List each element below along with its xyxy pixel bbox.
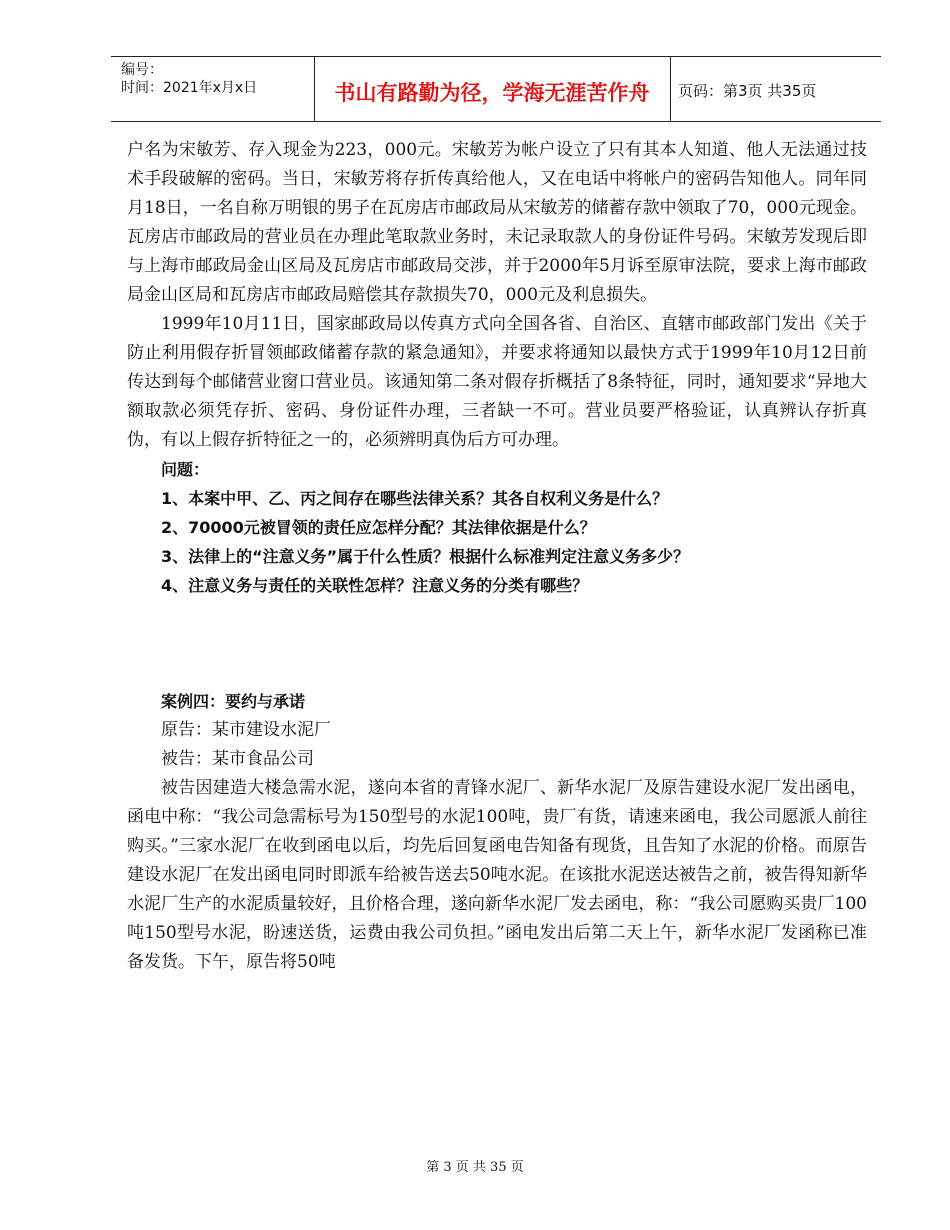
section-spacer <box>127 600 867 687</box>
header-motto-cell <box>314 57 671 121</box>
document-header <box>111 56 881 122</box>
body-paragraph-1: 户名为宋敏芳、存入现金为223，000元。宋敏芳为帐户设立了只有其本人知道、他人无法通过技术手段破解的密码。当日，宋敏芳将存折传真给他人，又在电话中将帐户的密码告知他人。同年同月18日，一名自称万明银的男子在瓦房店市邮政局从宋敏芳的储蓄存款中领取了70，000元现金。瓦房店市邮政局的营业员在办理此笔取款业务时，未记录取款人的身份证件号码。宋敏芳发现后即与上海市邮政局金山区局及瓦房店市邮政局交涉，并于2000年5月诉至原审法院，要求上海市邮政局金山区局和瓦房店市邮政局赔偿其存款损失70，000元及利息损失。 <box>127 140 867 305</box>
page-footer: 第 3 页 共 35 页 <box>426 1160 524 1175</box>
question-item-1: 1、本案中甲、乙、丙之间存在哪些法律关系？其各自权利义务是什么？ <box>161 489 669 508</box>
questions-label: 问题： <box>161 460 210 479</box>
plaintiff-line: 原告：某市建设水泥厂 <box>161 720 331 740</box>
question-item-4: 4、注意义务与责任的关联性怎样？注意义务的分类有哪些？ <box>161 576 589 595</box>
document-number-label: 编号： <box>121 62 163 78</box>
body-paragraph-2: 1999年10月11日，国家邮政局以传真方式向全国各省、自治区、直辖市邮政部门发出《关于防止利用假存折冒领邮政储蓄存款的紧急通知》，并要求将通知以最快方式于1999年10月12日前传达到每个邮储营业窗口营业员。该通知第二条对假存折概括了8条特征，同时，通知要求“异地大额取款必须凭存折、密码、身份证件办理，三者缺一不可。营业员要严格验证，认真辨认存折真伪，有以上假存折特征之一的，必须辨明真伪后方可办理。 <box>127 314 867 450</box>
header-meta-cell <box>111 57 315 121</box>
header-page-info: 页码：第3页 共35页 <box>678 82 817 100</box>
header-page-cell <box>670 57 881 121</box>
body-paragraph-3: 被告因建造大楼急需水泥，遂向本省的青锋水泥厂、新华水泥厂及原告建设水泥厂发出函电，函电中称：“我公司急需标号为150型号的水泥100吨，贵厂有货，请速来函电，我公司愿派人前往购买。”三家水泥厂在收到函电以后，均先后回复函电告知备有现货，且告知了水泥的价格。而原告建设水泥厂在发出函电同时即派车给被告送去50吨水泥。在该批水泥送达被告之前，被告得知新华水泥厂生产的水泥质量较好，且价格合理，遂向新华水泥厂发去函电，称：“我公司愿购买贵厂100吨150型号水泥，盼速送货，运费由我公司负担。”函电发出后第二天上午，新华水泥厂发函称已准备发货。下午，原告将50吨 <box>127 778 867 972</box>
defendant-line: 被告：某市食品公司 <box>161 749 314 769</box>
question-item-3: 3、法律上的“注意义务”属于什么性质？根据什么标准判定注意义务多少？ <box>161 547 690 566</box>
question-item-2: 2、70000元被冒领的责任应怎样分配？其法律依据是什么？ <box>161 518 596 537</box>
case-title: 案例四：要约与承诺 <box>161 692 306 711</box>
document-body <box>127 136 867 977</box>
document-time-label: 时间：2021年x月x日 <box>121 80 258 96</box>
header-motto: 书山有路勤为径，学海无涯苦作舟 <box>334 81 650 105</box>
